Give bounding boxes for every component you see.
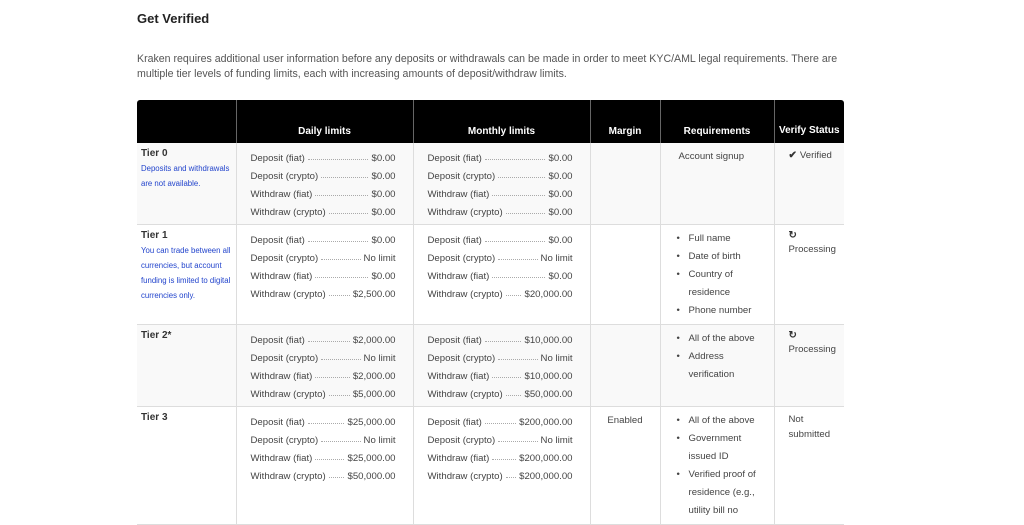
- header-daily-limits: Daily limits: [236, 100, 413, 143]
- dot-leader: [485, 329, 522, 342]
- limit-value: $25,000.00: [347, 417, 396, 428]
- verify-status-cell: [774, 225, 844, 325]
- dot-leader: [308, 329, 350, 342]
- limit-label: Withdraw (fiat): [250, 271, 313, 282]
- dot-leader: [485, 411, 516, 424]
- table-header-row: [137, 100, 844, 143]
- limit-value: $50,000.00: [347, 471, 396, 482]
- limit-label: Deposit (crypto): [250, 171, 319, 182]
- limit-value: $2,000.00: [352, 371, 396, 382]
- limit-label: Withdraw (crypto): [250, 207, 326, 218]
- requirements-list: [665, 330, 770, 384]
- dot-leader: [498, 165, 545, 178]
- limit-value: $0.00: [548, 235, 573, 246]
- requirement-item: • Phone number: [689, 302, 770, 320]
- dot-leader: [485, 147, 546, 160]
- limit-value: $0.00: [548, 153, 573, 164]
- limit-label: Deposit (crypto): [250, 253, 319, 264]
- margin-cell: [590, 143, 660, 225]
- margin-cell: [590, 225, 660, 325]
- limit-row: [251, 230, 396, 248]
- header-tier: [137, 100, 236, 143]
- limit-row: [251, 284, 396, 302]
- limit-value: $0.00: [371, 153, 396, 164]
- verify-status: [789, 412, 841, 442]
- requirement-item: • Date of birth: [689, 248, 770, 266]
- limit-value: No limit: [540, 353, 573, 364]
- monthly-limits-cell: [413, 143, 590, 225]
- limit-label: Withdraw (fiat): [427, 271, 490, 282]
- tier-cell: [137, 143, 236, 225]
- tier-table: [137, 100, 844, 525]
- limit-row: [428, 266, 573, 284]
- header-verify-status: Verify Status: [774, 100, 844, 143]
- limit-row: [251, 184, 396, 202]
- dot-leader: [506, 465, 516, 478]
- limit-label: Deposit (fiat): [250, 335, 305, 346]
- limit-value: $0.00: [548, 271, 573, 282]
- dot-leader: [321, 429, 360, 442]
- tier-note: Deposits and withdrawals are not available.: [141, 164, 230, 188]
- requirements-cell: [660, 407, 774, 525]
- requirement-item: • Full name: [689, 230, 770, 248]
- limit-label: Deposit (fiat): [250, 417, 305, 428]
- limit-row: [251, 266, 396, 284]
- tier-name: Tier 0: [141, 148, 168, 159]
- limit-row: [251, 430, 396, 448]
- requirement-item: • Government issued ID: [689, 430, 770, 466]
- header-monthly-limits: Monthly limits: [413, 100, 590, 143]
- limit-row: [428, 430, 573, 448]
- limit-label: Deposit (fiat): [427, 335, 482, 346]
- limit-value: $0.00: [371, 207, 396, 218]
- limit-label: Deposit (fiat): [250, 235, 305, 246]
- limit-label: Withdraw (fiat): [427, 189, 490, 200]
- limit-label: Deposit (crypto): [427, 253, 496, 264]
- limit-row: [251, 412, 396, 430]
- requirements-list: [665, 230, 770, 320]
- limit-value: No limit: [540, 435, 573, 446]
- limit-label: Deposit (fiat): [427, 153, 482, 164]
- limit-value: $0.00: [371, 171, 396, 182]
- limit-value: $2,000.00: [352, 335, 396, 346]
- dot-leader: [315, 183, 368, 196]
- limit-label: Withdraw (fiat): [427, 371, 490, 382]
- dot-leader: [492, 265, 545, 278]
- limit-label: Deposit (fiat): [427, 235, 482, 246]
- dot-leader: [315, 265, 368, 278]
- dot-leader: [498, 247, 537, 260]
- tier-name: Tier 2*: [141, 330, 172, 341]
- limit-label: Withdraw (crypto): [427, 207, 503, 218]
- limit-value: $2,500.00: [352, 289, 396, 300]
- limit-row: [251, 166, 396, 184]
- limit-value: $200,000.00: [519, 471, 573, 482]
- limit-label: Deposit (crypto): [427, 435, 496, 446]
- limit-value: $50,000.00: [524, 389, 573, 400]
- limit-row: [428, 366, 573, 384]
- dot-leader: [492, 183, 545, 196]
- limit-value: $20,000.00: [524, 289, 573, 300]
- tier-name: Tier 3: [141, 412, 168, 423]
- dot-leader: [506, 383, 522, 396]
- limit-value: $0.00: [548, 171, 573, 182]
- limit-value: $200,000.00: [519, 417, 573, 428]
- limit-value: $25,000.00: [347, 453, 396, 464]
- limit-value: $0.00: [548, 189, 573, 200]
- header-requirements: Requirements: [660, 100, 774, 143]
- limit-row: [251, 148, 396, 166]
- refresh-icon: ↻: [788, 230, 797, 241]
- limit-label: Deposit (crypto): [250, 353, 319, 364]
- limit-row: [428, 148, 573, 166]
- limit-row: [428, 166, 573, 184]
- tier-row: [137, 325, 844, 407]
- checkmark-icon: ✔: [788, 150, 797, 161]
- dot-leader: [329, 283, 350, 296]
- tier-row: [137, 225, 844, 325]
- dot-leader: [308, 411, 345, 424]
- dot-leader: [308, 229, 369, 242]
- limit-row: [428, 348, 573, 366]
- tier-cell: [137, 225, 236, 325]
- limit-label: Withdraw (crypto): [250, 289, 326, 300]
- requirements-cell: [660, 325, 774, 407]
- tier-table-body: [137, 143, 844, 525]
- tier-name: Tier 1: [141, 230, 168, 241]
- dot-leader: [492, 365, 521, 378]
- limit-value: $0.00: [371, 235, 396, 246]
- requirements-cell: [660, 143, 774, 225]
- limit-row: [251, 366, 396, 384]
- tier-cell: [137, 407, 236, 525]
- limit-row: [251, 384, 396, 402]
- limit-value: $0.00: [371, 189, 396, 200]
- intro-text: Kraken requires additional user information before any deposits or withdrawals can be made in order to meet KYC/AML legal requirements. There are multiple tier levels of funding limits, each with increasing amounts of deposit/withdraw limits.: [137, 52, 838, 80]
- dot-leader: [506, 283, 522, 296]
- limit-row: [428, 284, 573, 302]
- limit-value: $10,000.00: [524, 335, 573, 346]
- dot-leader: [308, 147, 369, 160]
- daily-limits-cell: [236, 143, 413, 225]
- dot-leader: [329, 201, 369, 214]
- limit-row: [251, 448, 396, 466]
- verify-status-cell: [774, 407, 844, 525]
- status-text: Not submitted: [788, 414, 831, 440]
- limit-label: Deposit (fiat): [427, 417, 482, 428]
- dot-leader: [498, 429, 537, 442]
- dot-leader: [492, 447, 516, 460]
- refresh-icon: ↻: [788, 330, 797, 341]
- limit-label: Withdraw (crypto): [427, 289, 503, 300]
- requirement-item: • All of the above: [689, 330, 770, 348]
- limit-value: $0.00: [548, 207, 573, 218]
- requirements-list: [665, 412, 770, 520]
- dot-leader: [315, 447, 344, 460]
- requirement-item: • Verified proof of residence (e.g., utility bill no: [689, 466, 770, 520]
- limit-row: [428, 448, 573, 466]
- verify-status-cell: [774, 143, 844, 225]
- dot-leader: [506, 201, 546, 214]
- limit-label: Withdraw (crypto): [250, 471, 326, 482]
- dot-leader: [321, 347, 360, 360]
- daily-limits-cell: [236, 325, 413, 407]
- limit-value: No limit: [363, 435, 396, 446]
- limit-value: No limit: [363, 253, 396, 264]
- limit-value: $200,000.00: [519, 453, 573, 464]
- monthly-limits-cell: [413, 225, 590, 325]
- dot-leader: [321, 247, 360, 260]
- limit-row: [251, 466, 396, 484]
- monthly-limits-cell: [413, 407, 590, 525]
- limit-row: [251, 330, 396, 348]
- requirements-cell: [660, 225, 774, 325]
- limit-row: [428, 230, 573, 248]
- limit-label: Withdraw (crypto): [250, 389, 326, 400]
- limit-label: Deposit (crypto): [427, 171, 496, 182]
- monthly-limits-cell: [413, 325, 590, 407]
- tier-cell: [137, 325, 236, 407]
- tier-row: [137, 143, 844, 225]
- limit-label: Withdraw (fiat): [250, 371, 313, 382]
- limit-row: [428, 184, 573, 202]
- limit-row: [251, 348, 396, 366]
- limit-label: Deposit (crypto): [427, 353, 496, 364]
- dot-leader: [315, 365, 349, 378]
- verify-status: [789, 148, 841, 163]
- limit-row: [428, 248, 573, 266]
- status-text: Processing: [788, 344, 836, 355]
- limit-row: [251, 202, 396, 220]
- limit-label: Withdraw (fiat): [250, 189, 313, 200]
- limit-row: [428, 202, 573, 220]
- dot-leader: [321, 165, 368, 178]
- margin-cell: Enabled: [590, 407, 660, 525]
- limit-value: No limit: [363, 353, 396, 364]
- dot-leader: [329, 383, 350, 396]
- limit-row: [428, 466, 573, 484]
- requirement-item: • All of the above: [689, 412, 770, 430]
- page-title: Get Verified: [137, 11, 210, 26]
- limit-label: Deposit (crypto): [250, 435, 319, 446]
- limit-label: Withdraw (fiat): [250, 453, 313, 464]
- verify-status: [789, 230, 841, 257]
- dot-leader: [329, 465, 345, 478]
- limit-label: Withdraw (crypto): [427, 389, 503, 400]
- status-text: Verified: [799, 150, 832, 161]
- requirement-item: • Address verification: [689, 348, 770, 384]
- limit-value: No limit: [540, 253, 573, 264]
- daily-limits-cell: [236, 225, 413, 325]
- margin-cell: [590, 325, 660, 407]
- limit-value: $5,000.00: [352, 389, 396, 400]
- limit-label: Withdraw (crypto): [427, 471, 503, 482]
- limit-row: [428, 384, 573, 402]
- limit-value: $10,000.00: [524, 371, 573, 382]
- dot-leader: [498, 347, 537, 360]
- verify-status-cell: [774, 325, 844, 407]
- limit-row: [428, 412, 573, 430]
- dot-leader: [485, 229, 546, 242]
- requirement-text: Account signup: [678, 151, 745, 162]
- status-text: Processing: [788, 244, 836, 255]
- requirement-item: • Country of residence: [689, 266, 770, 302]
- limit-row: [428, 330, 573, 348]
- verify-status: [789, 330, 841, 357]
- header-margin: Margin: [590, 100, 660, 143]
- limit-row: [251, 248, 396, 266]
- daily-limits-cell: [236, 407, 413, 525]
- limit-label: Deposit (fiat): [250, 153, 305, 164]
- tier-row: [137, 407, 844, 525]
- tier-note: You can trade between all currencies, but account funding is limited to digital currencies only.: [141, 246, 231, 300]
- limit-label: Withdraw (fiat): [427, 453, 490, 464]
- limit-value: $0.00: [371, 271, 396, 282]
